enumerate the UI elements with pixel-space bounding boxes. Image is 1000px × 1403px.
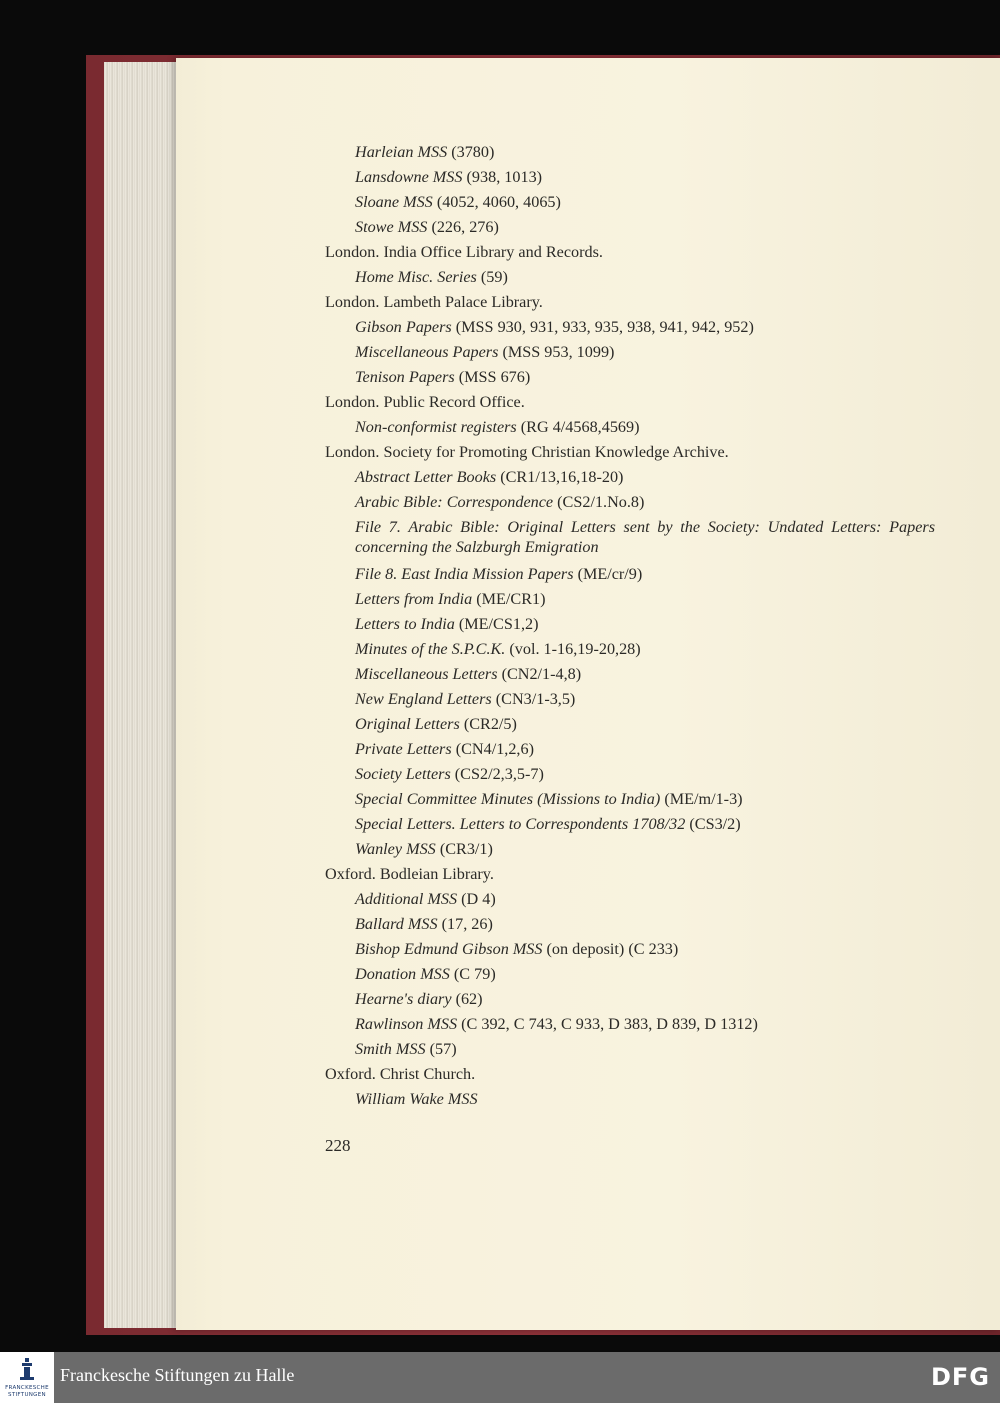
repository-heading: [325, 390, 935, 415]
collection-title: Bishop Edmund Gibson MSS: [355, 940, 543, 958]
shelfmark: (C 79): [449, 965, 496, 983]
collection-entry: [325, 1037, 935, 1062]
collection-entry: [325, 215, 935, 240]
collection-title: Hearne's diary: [355, 990, 452, 1008]
repository-heading: [325, 440, 935, 465]
shelfmark: (CS2/2,3,5-7): [450, 765, 544, 783]
collection-title: Minutes of the S.P.C.K.: [355, 640, 506, 658]
repository-heading: [325, 862, 935, 887]
shelfmark: (ME/CR1): [472, 590, 546, 608]
repository-heading: [325, 1062, 935, 1087]
collection-entry: [325, 515, 935, 562]
collection-entry: [325, 190, 935, 215]
collection-entry: [325, 490, 935, 515]
collection-entry: [325, 315, 935, 340]
collection-entry: [325, 465, 935, 490]
collection-title: Wanley MSS: [355, 840, 436, 858]
institution-name[interactable]: Franckesche Stiftungen zu Halle: [60, 1365, 295, 1385]
logo-text-line1: FRANCKESCHE: [5, 1385, 49, 1391]
collection-title: Additional MSS: [355, 890, 458, 908]
shelfmark: (C 392, C 743, C 933, D 383, D 839, D 1312): [457, 1015, 758, 1033]
shelfmark: (on deposit) (C 233): [542, 940, 679, 958]
bibliography-list: [325, 140, 935, 1112]
repository-name: Oxford. Christ Church.: [325, 1065, 476, 1083]
collection-entry: [325, 612, 935, 637]
shelfmark: (CR2/5): [459, 715, 517, 733]
shelfmark: (MSS 953, 1099): [498, 343, 615, 361]
shelfmark: (CN3/1-3,5): [491, 690, 576, 708]
collection-entry: [325, 415, 935, 440]
shelfmark: (CS3/2): [685, 815, 741, 833]
collection-title: Smith MSS: [355, 1040, 426, 1058]
collection-title: Home Misc. Series: [355, 268, 477, 286]
collection-title: New England Letters: [355, 690, 492, 708]
shelfmark: (CS2/1.No.8): [553, 493, 645, 511]
collection-title: Letters to India: [355, 615, 455, 633]
shelfmark: (CR1/13,16,18-20): [496, 468, 624, 486]
collection-title: File 8. East India Mission Papers: [355, 565, 574, 583]
shelfmark: (CN4/1,2,6): [451, 740, 534, 758]
collection-title: Non-conformist registers: [355, 418, 517, 436]
franckesche-logo[interactable]: [0, 1352, 54, 1403]
repository-heading: [325, 240, 935, 265]
shelfmark: (vol. 1-16,19-20,28): [505, 640, 641, 658]
logo-text-line2: STIFTUNGEN: [8, 1392, 46, 1398]
shelfmark: (59): [476, 268, 508, 286]
collection-title: Miscellaneous Papers: [355, 343, 499, 361]
collection-title: Lansdowne MSS: [355, 168, 463, 186]
shelfmark: (CR3/1): [435, 840, 493, 858]
collection-entry: [325, 340, 935, 365]
collection-entry: [325, 265, 935, 290]
collection-entry: [325, 687, 935, 712]
shelfmark: (62): [451, 990, 483, 1008]
collection-entry: [325, 587, 935, 612]
collection-title: Letters from India: [355, 590, 473, 608]
collection-title: Rawlinson MSS: [355, 1015, 458, 1033]
collection-entry: [325, 912, 935, 937]
collection-title: Harleian MSS: [355, 143, 448, 161]
shelfmark: (17, 26): [437, 915, 493, 933]
dfg-logo[interactable]: DFG: [930, 1363, 990, 1391]
collection-title: Special Committee Minutes (Missions to India): [355, 790, 661, 808]
collection-entry: [325, 787, 935, 812]
collection-title: Sloane MSS: [355, 193, 433, 211]
collection-title: Miscellaneous Letters: [355, 665, 498, 683]
shelfmark: (RG 4/4568,4569): [516, 418, 640, 436]
collection-entry: [325, 887, 935, 912]
collection-entry: [325, 1087, 935, 1112]
collection-title: William Wake MSS: [355, 1090, 478, 1108]
collection-title: Abstract Letter Books: [355, 468, 497, 486]
viewer-footer: [0, 1352, 1000, 1403]
collection-entry: [325, 712, 935, 737]
shelfmark: (ME/m/1-3): [660, 790, 743, 808]
collection-title: Tenison Papers: [355, 368, 455, 386]
logo-text: [2, 1385, 52, 1399]
collection-title: Donation MSS: [355, 965, 450, 983]
shelfmark: (226, 276): [427, 218, 499, 236]
repository-name: Oxford. Bodleian Library.: [325, 865, 494, 883]
collection-entry: [325, 737, 935, 762]
repository-name: London. Society for Promoting Christian Knowledge Archive.: [325, 443, 729, 461]
collection-entry: [325, 962, 935, 987]
collection-entry: [325, 837, 935, 862]
repository-heading: [325, 290, 935, 315]
collection-title: Society Letters: [355, 765, 451, 783]
shelfmark: (CN2/1-4,8): [497, 665, 582, 683]
shelfmark: (4052, 4060, 4065): [432, 193, 561, 211]
collection-entry: [325, 165, 935, 190]
collection-title: Ballard MSS: [355, 915, 438, 933]
page-number: 228: [325, 1136, 351, 1155]
collection-title: Private Letters: [355, 740, 452, 758]
collection-entry: [325, 562, 935, 587]
collection-entry: [325, 140, 935, 165]
collection-title: Arabic Bible: Correspondence: [355, 493, 554, 511]
collection-entry: [325, 637, 935, 662]
collection-entry: [325, 662, 935, 687]
collection-title: Special Letters. Letters to Correspondents 1708/32: [355, 815, 686, 833]
collection-title: Stowe MSS: [355, 218, 428, 236]
collection-title: Original Letters: [355, 715, 460, 733]
collection-entry: [325, 1012, 935, 1037]
collection-entry: [325, 762, 935, 787]
shelfmark: (MSS 676): [454, 368, 531, 386]
collection-title: File 7. Arabic Bible: Original Letters sent by the Society: Undated Letters: Papers concerning the Salzburgh Emigration: [355, 518, 935, 556]
shelfmark: (57): [425, 1040, 457, 1058]
shelfmark: (D 4): [457, 890, 496, 908]
collection-title: Gibson Papers: [355, 318, 452, 336]
repository-name: London. Lambeth Palace Library.: [325, 293, 543, 311]
shelfmark: (ME/cr/9): [573, 565, 643, 583]
shelfmark: (3780): [447, 143, 495, 161]
collection-entry: [325, 365, 935, 390]
collection-entry: [325, 987, 935, 1012]
repository-name: London. Public Record Office.: [325, 393, 525, 411]
repository-name: London. India Office Library and Records.: [325, 243, 603, 261]
collection-entry: [325, 812, 935, 837]
collection-entry: [325, 937, 935, 962]
shelfmark: (ME/CS1,2): [454, 615, 539, 633]
shelfmark: (938, 1013): [462, 168, 543, 186]
shelfmark: (MSS 930, 931, 933, 935, 938, 941, 942, 952): [451, 318, 754, 336]
franckesche-emblem-icon: [20, 1358, 34, 1380]
